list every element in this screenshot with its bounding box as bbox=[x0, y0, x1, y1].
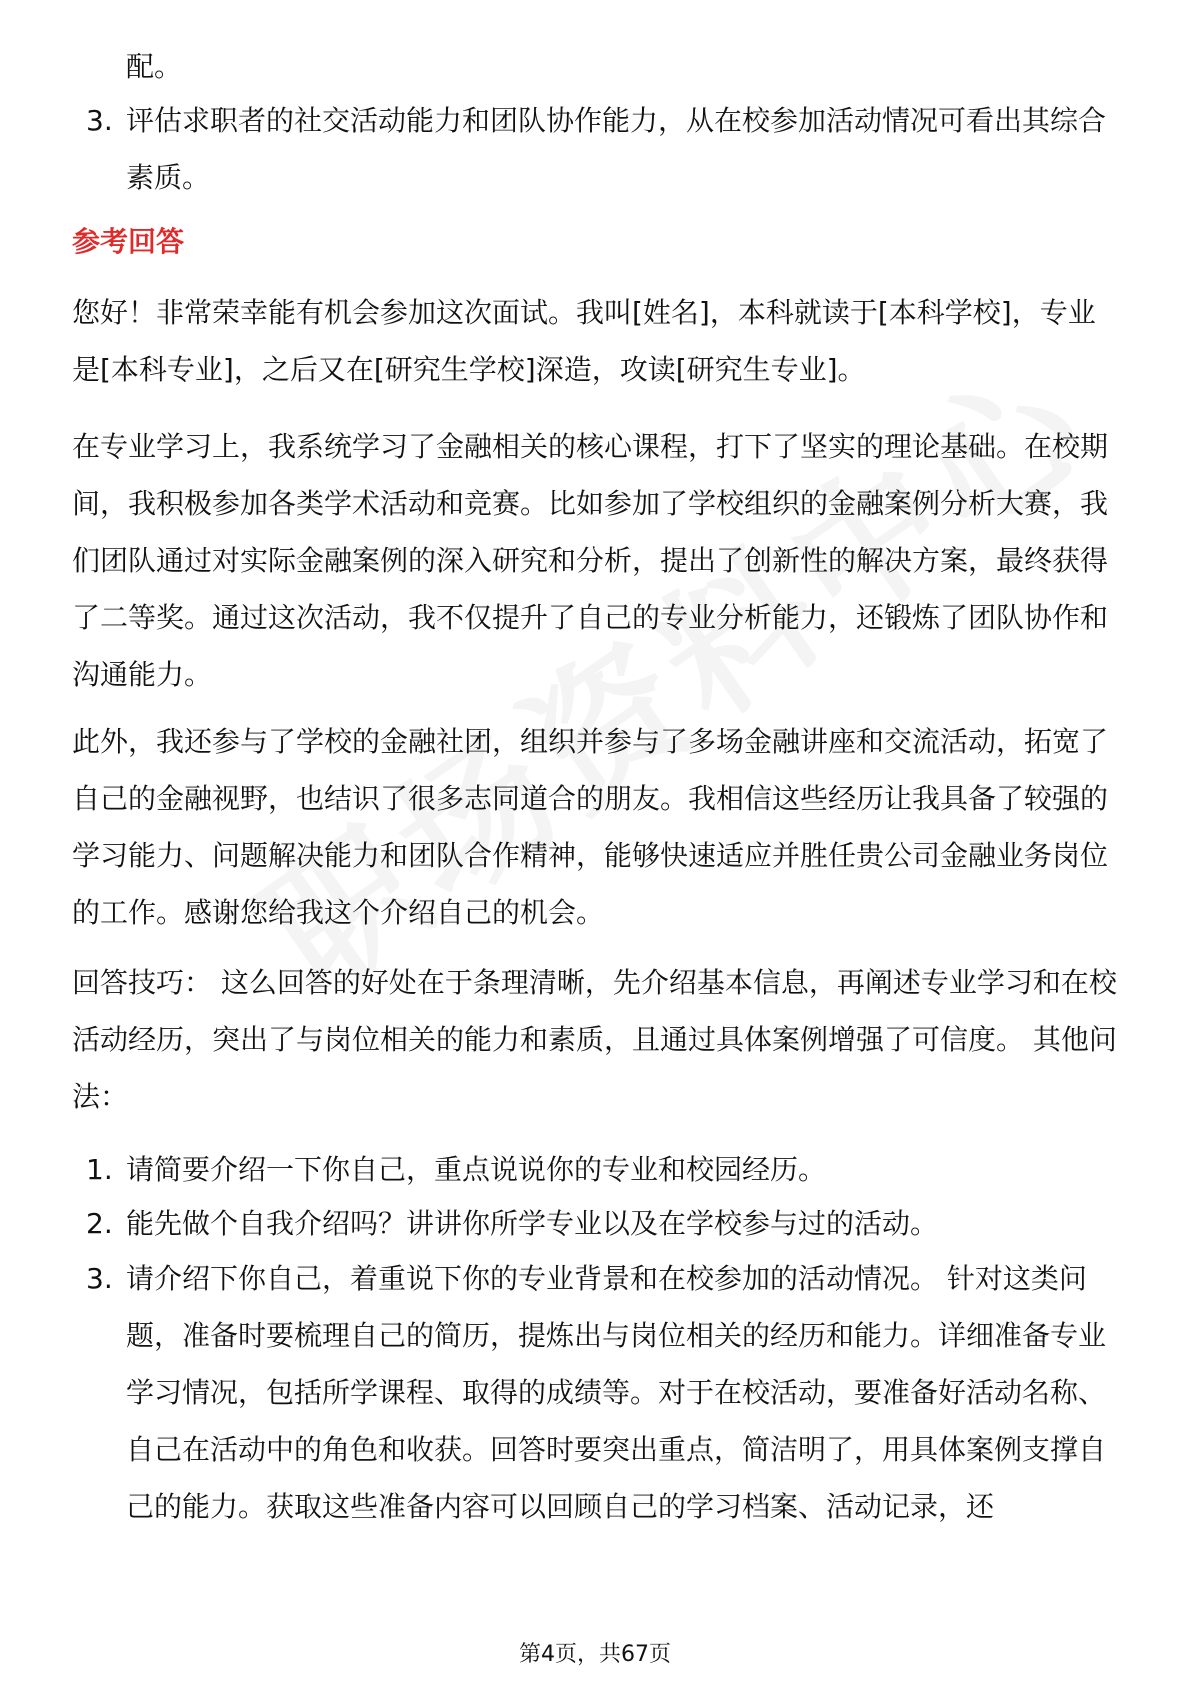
page-footer: 第4页，共67页 bbox=[519, 1642, 671, 1667]
list-number: 2. bbox=[86, 1207, 113, 1240]
list-number: 1. bbox=[86, 1153, 113, 1186]
paragraph-intro: 您好！非常荣幸能有机会参加这次面试。我叫[姓名]，本科就读于[本科学校]，专业是[本科专业]，之后又在[研究生学校]深造，攻读[研究生专业]。 bbox=[72, 296, 1096, 386]
list-number: 3. bbox=[86, 104, 113, 137]
list-item bbox=[72, 1250, 1118, 1535]
list-item bbox=[72, 1195, 1118, 1252]
list-text: 请简要介绍一下你自己，重点说说你的专业和校园经历。 bbox=[126, 1153, 827, 1186]
list-text: 请介绍下你自己，着重说下你的专业背景和在校参加的活动情况。 针对这类问题，准备时要梳理自己的简历，提炼出与岗位相关的经历和能力。详细准备专业学习情况，包括所学课程、取得的成绩等。对于在校活动，要准备好活动名称、自己在活动中的角色和收获。回答时要突出重点，简洁明了，用具体案例支撑自己的能力。获取这些准备内容可以回顾自己的学习档案、活动记录，还 bbox=[126, 1262, 1107, 1523]
list-number: 3. bbox=[86, 1262, 113, 1295]
paragraph-tips: 回答技巧： 这么回答的好处在于条理清晰，先介绍基本信息，再阐述专业学习和在校活动经历，突出了与岗位相关的能力和素质，且通过具体案例增强了可信度。 其他问法： bbox=[72, 966, 1117, 1113]
answer-heading: 参考回答 bbox=[72, 225, 185, 258]
list-text: 能先做个自我介绍吗？讲讲你所学专业以及在学校参与过的活动。 bbox=[126, 1207, 939, 1240]
list-text: 评估求职者的社交活动能力和团队协作能力，从在校参加活动情况可看出其综合素质。 bbox=[126, 104, 1107, 194]
top-fragment: 配。 bbox=[126, 50, 183, 83]
list-item bbox=[72, 1141, 1118, 1198]
list-item bbox=[72, 92, 1118, 206]
paragraph-activities: 此外，我还参与了学校的金融社团，组织并参与了多场金融讲座和交流活动，拓宽了自己的金融视野，也结识了很多志同道合的朋友。我相信这些经历让我具备了较强的学习能力、问题解决能力和团队合作精神，能够快速适应并胜任贵公司金融业务岗位的工作。感谢您给我这个介绍自己的机会。 bbox=[72, 725, 1109, 929]
paragraph-study: 在专业学习上，我系统学习了金融相关的核心课程，打下了坚实的理论基础。在校期间，我积极参加各类学术活动和竞赛。比如参加了学校组织的金融案例分析大赛，我们团队通过对实际金融案例的深入研究和分析，提出了创新性的解决方案，最终获得了二等奖。通过这次活动，我不仅提升了自己的专业分析能力，还锻炼了团队协作和沟通能力。 bbox=[72, 430, 1109, 691]
